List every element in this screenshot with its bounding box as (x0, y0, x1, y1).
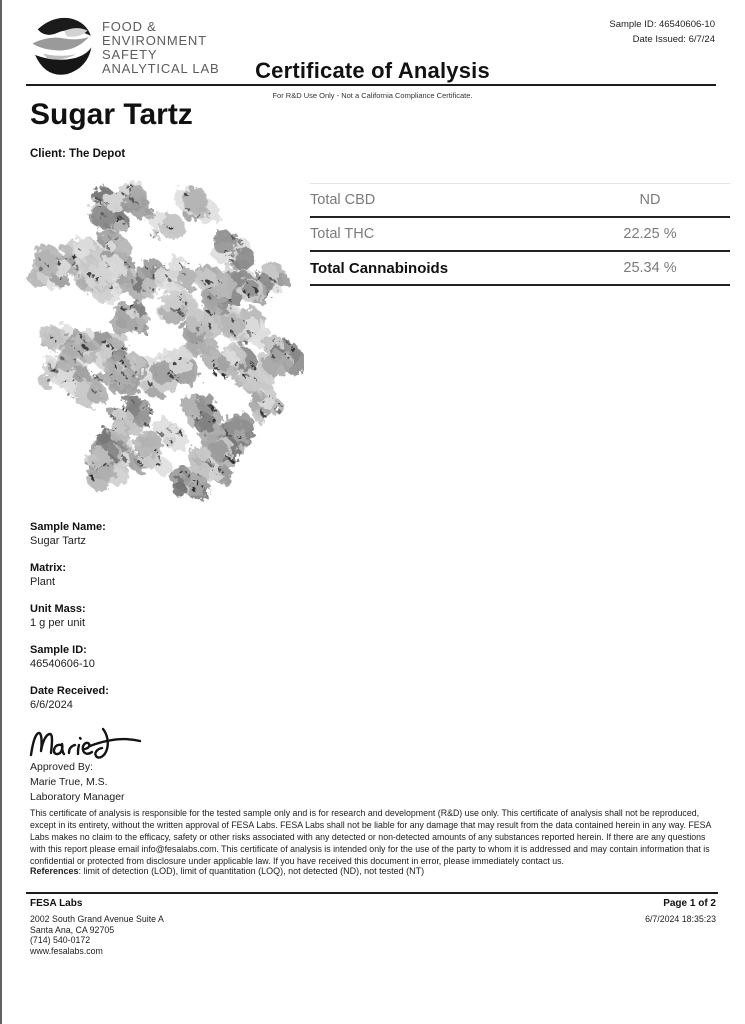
references-label: References (30, 866, 79, 876)
table-row (310, 218, 730, 252)
footer-phone: (714) 540-0172 (30, 935, 91, 945)
document-subtitle: For R&D Use Only - Not a California Compliance Certificate. (272, 91, 473, 100)
row-value: ND (639, 192, 661, 208)
sample-details (30, 520, 109, 725)
field-label: Sample Name: (30, 521, 106, 533)
date-issued: Date Issued: 6/7/24 (632, 34, 715, 45)
field-value: 6/6/2024 (30, 699, 73, 711)
row-label: Total Cannabinoids (310, 259, 449, 277)
detail-field (30, 520, 109, 548)
approval-block (30, 760, 125, 805)
field-value: Plant (30, 576, 56, 588)
lab-name-line: FOOD & (102, 19, 157, 34)
approved-by-label: Approved By: (30, 761, 94, 773)
sample-photo (16, 180, 304, 512)
row-label: Total CBD (310, 192, 376, 208)
approver-name: Marie True, M.S. (30, 776, 108, 788)
footer-divider (26, 892, 718, 894)
field-value: 46540606-10 (30, 658, 95, 670)
references-text: : limit of detection (LOD), limit of quantitation (LOQ), not detected (ND), not tested (NT) (78, 866, 425, 876)
table-row (310, 252, 730, 286)
field-value: 1 g per unit (30, 617, 86, 629)
approver-signature (26, 722, 146, 762)
footer-website: www.fesalabs.com (30, 945, 103, 956)
field-label: Matrix: (30, 562, 67, 574)
cannabinoid-summary-table (310, 183, 730, 286)
table-row (310, 183, 730, 218)
footer-lab-name: FESA Labs (30, 898, 83, 909)
document-meta (609, 17, 715, 47)
field-label: Sample ID: (30, 644, 87, 656)
header-divider (26, 84, 716, 86)
footer-address-line: 2002 South Grand Avenue Suite A (30, 914, 164, 924)
scan-edge-artifact (0, 0, 2, 1024)
detail-field (30, 684, 109, 712)
legal-disclaimer: This certificate of analysis is responsible for the tested sample only and is for research and development (R&D) use only. This certificate of analysis shall not be reproduced, except in its entirety, without the written approval of FESA Labs. FESA Labs shall not be liable for any damage that may result from the data contained herein in any way. FESA Labs makes no claim to the efficacy, safety or other risks associated with any detected or non-detected amounts of any substances reported herein. If there are any questions with this report please email info@fesalabs.com. This certificate of analysis is intended only for the use of the party to whom it is addressed and may contain information that is confidential or protected from disclosure under applicable law. If you have received this document in error, please immediately contact us. (30, 808, 711, 866)
page-number: Page 1 of 2 (663, 898, 716, 909)
row-label: Total THC (310, 226, 375, 242)
lab-name-line: ANALYTICAL LAB (102, 61, 220, 76)
sample-id-issued: Sample ID: 46540606-10 (609, 19, 715, 30)
references-line (30, 866, 717, 876)
footer-lab-info (30, 898, 164, 956)
sample-title: Sugar Tartz (30, 98, 193, 131)
detail-field (30, 602, 109, 630)
field-value: Sugar Tartz (30, 535, 87, 547)
lab-name-line: ENVIRONMENT (102, 33, 207, 48)
approver-title: Laboratory Manager (30, 791, 125, 803)
footer-page-info (645, 898, 716, 924)
detail-field (30, 643, 109, 671)
detail-field (30, 561, 109, 589)
lab-name-line: SAFETY (102, 47, 158, 62)
footer-address-line: Santa Ana, CA 92705 (30, 924, 115, 935)
document-title: Certificate of Analysis (255, 58, 490, 83)
field-label: Unit Mass: (30, 603, 86, 615)
row-value: 25.34 % (623, 260, 677, 276)
row-value: 22.25 % (623, 226, 677, 242)
field-label: Date Received: (30, 685, 109, 697)
print-datetime: 6/7/2024 18:35:23 (645, 914, 716, 924)
client-line: Client: The Depot (30, 148, 126, 160)
